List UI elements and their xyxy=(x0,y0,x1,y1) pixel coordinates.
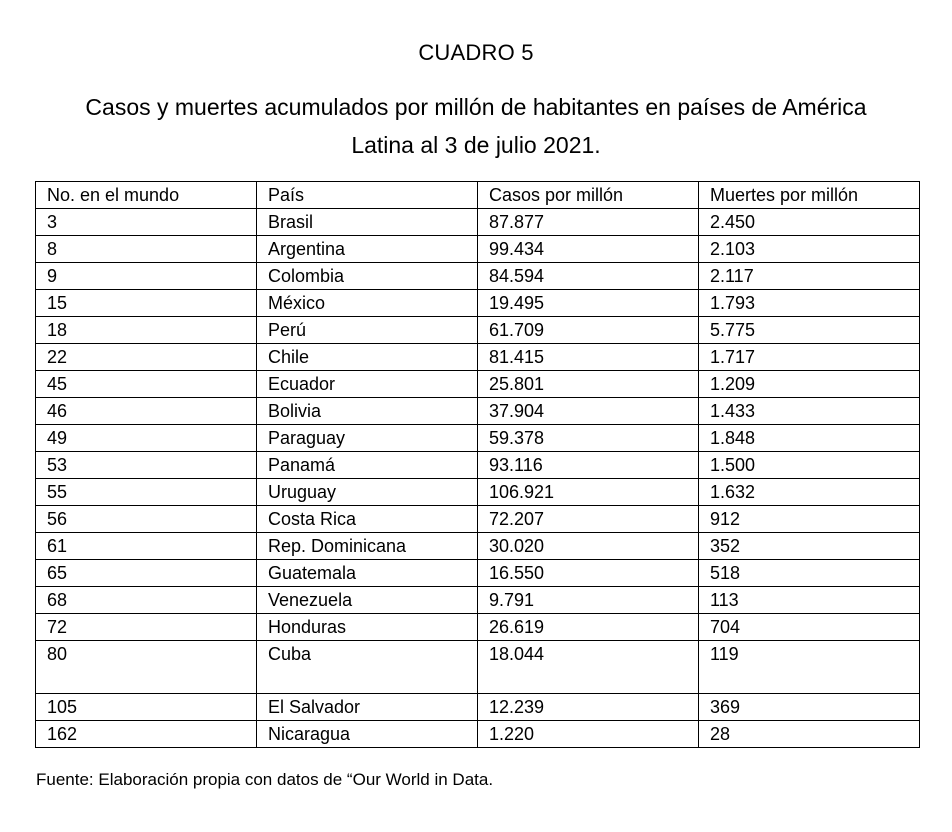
cell-rank: 56 xyxy=(36,506,257,533)
table-row xyxy=(36,479,920,506)
table-row xyxy=(36,371,920,398)
table-caption-line-2: Latina al 3 de julio 2021. xyxy=(351,132,601,158)
cell-rank: 55 xyxy=(36,479,257,506)
table-row xyxy=(36,236,920,263)
cell-rank: 53 xyxy=(36,452,257,479)
cell-deaths: 518 xyxy=(699,560,920,587)
table-row xyxy=(36,344,920,371)
cell-deaths: 1.209 xyxy=(699,371,920,398)
cell-country: Cuba xyxy=(257,641,478,694)
cell-country: Bolivia xyxy=(257,398,478,425)
cell-rank: 65 xyxy=(36,560,257,587)
cell-deaths: 369 xyxy=(699,694,920,721)
cell-deaths: 352 xyxy=(699,533,920,560)
table-row xyxy=(36,452,920,479)
cell-deaths: 2.450 xyxy=(699,209,920,236)
cell-deaths: 28 xyxy=(699,721,920,748)
cell-cases: 106.921 xyxy=(478,479,699,506)
cell-rank: 105 xyxy=(36,694,257,721)
cell-cases: 26.619 xyxy=(478,614,699,641)
table-row xyxy=(36,694,920,721)
table-row xyxy=(36,398,920,425)
table-row xyxy=(36,721,920,748)
cell-rank: 68 xyxy=(36,587,257,614)
cell-country: Rep. Dominicana xyxy=(257,533,478,560)
table-row xyxy=(36,263,920,290)
cell-rank: 8 xyxy=(36,236,257,263)
header-cases: Casos por millón xyxy=(478,182,699,209)
cell-cases: 87.877 xyxy=(478,209,699,236)
cell-cases: 9.791 xyxy=(478,587,699,614)
table-body xyxy=(36,209,920,748)
cell-country: México xyxy=(257,290,478,317)
cell-deaths: 1.433 xyxy=(699,398,920,425)
table-row xyxy=(36,614,920,641)
cell-country: Costa Rica xyxy=(257,506,478,533)
cell-rank: 61 xyxy=(36,533,257,560)
cell-country: Panamá xyxy=(257,452,478,479)
table-header-row xyxy=(36,182,920,209)
cell-rank: 49 xyxy=(36,425,257,452)
cell-country: Venezuela xyxy=(257,587,478,614)
cell-country: Honduras xyxy=(257,614,478,641)
cell-deaths: 1.717 xyxy=(699,344,920,371)
table-row xyxy=(36,290,920,317)
table-caption-line-1: Casos y muertes acumulados por millón de habitantes en países de América xyxy=(85,94,867,120)
table-row xyxy=(36,560,920,587)
cell-country: Colombia xyxy=(257,263,478,290)
header-rank: No. en el mundo xyxy=(36,182,257,209)
cell-deaths: 912 xyxy=(699,506,920,533)
table-row xyxy=(36,587,920,614)
table-row xyxy=(36,317,920,344)
table-row xyxy=(36,425,920,452)
cell-country: Brasil xyxy=(257,209,478,236)
cell-cases: 30.020 xyxy=(478,533,699,560)
table-row xyxy=(36,506,920,533)
cell-country: Perú xyxy=(257,317,478,344)
cell-country: Uruguay xyxy=(257,479,478,506)
cell-country: Argentina xyxy=(257,236,478,263)
cell-country: Chile xyxy=(257,344,478,371)
cell-rank: 15 xyxy=(36,290,257,317)
cell-cases: 12.239 xyxy=(478,694,699,721)
cell-cases: 93.116 xyxy=(478,452,699,479)
cell-deaths: 1.848 xyxy=(699,425,920,452)
cell-cases: 16.550 xyxy=(478,560,699,587)
cell-cases: 99.434 xyxy=(478,236,699,263)
table-row xyxy=(36,533,920,560)
cell-rank: 45 xyxy=(36,371,257,398)
table-row xyxy=(36,209,920,236)
cell-cases: 25.801 xyxy=(478,371,699,398)
cell-cases: 1.220 xyxy=(478,721,699,748)
data-table xyxy=(35,181,920,748)
cell-deaths: 119 xyxy=(699,641,920,694)
cell-deaths: 1.632 xyxy=(699,479,920,506)
cell-deaths: 2.117 xyxy=(699,263,920,290)
cell-rank: 18 xyxy=(36,317,257,344)
cell-country: Guatemala xyxy=(257,560,478,587)
cell-country: Ecuador xyxy=(257,371,478,398)
cell-country: Paraguay xyxy=(257,425,478,452)
cell-cases: 18.044 xyxy=(478,641,699,694)
cell-rank: 162 xyxy=(36,721,257,748)
cell-rank: 22 xyxy=(36,344,257,371)
cell-cases: 19.495 xyxy=(478,290,699,317)
header-country: País xyxy=(257,182,478,209)
cell-country: El Salvador xyxy=(257,694,478,721)
cell-country: Nicaragua xyxy=(257,721,478,748)
cell-cases: 81.415 xyxy=(478,344,699,371)
cell-rank: 80 xyxy=(36,641,257,694)
cell-rank: 9 xyxy=(36,263,257,290)
cell-deaths: 5.775 xyxy=(699,317,920,344)
cell-deaths: 704 xyxy=(699,614,920,641)
cell-deaths: 113 xyxy=(699,587,920,614)
cell-rank: 46 xyxy=(36,398,257,425)
cell-cases: 37.904 xyxy=(478,398,699,425)
cell-cases: 72.207 xyxy=(478,506,699,533)
cell-cases: 84.594 xyxy=(478,263,699,290)
table-row xyxy=(36,641,920,694)
cell-cases: 61.709 xyxy=(478,317,699,344)
cell-deaths: 1.793 xyxy=(699,290,920,317)
table-label: CUADRO 5 xyxy=(418,40,534,65)
cell-deaths: 1.500 xyxy=(699,452,920,479)
cell-cases: 59.378 xyxy=(478,425,699,452)
header-deaths: Muertes por millón xyxy=(699,182,920,209)
cell-rank: 72 xyxy=(36,614,257,641)
cell-rank: 3 xyxy=(36,209,257,236)
cell-deaths: 2.103 xyxy=(699,236,920,263)
source-note: Fuente: Elaboración propia con datos de “Our World in Data. xyxy=(36,770,494,789)
